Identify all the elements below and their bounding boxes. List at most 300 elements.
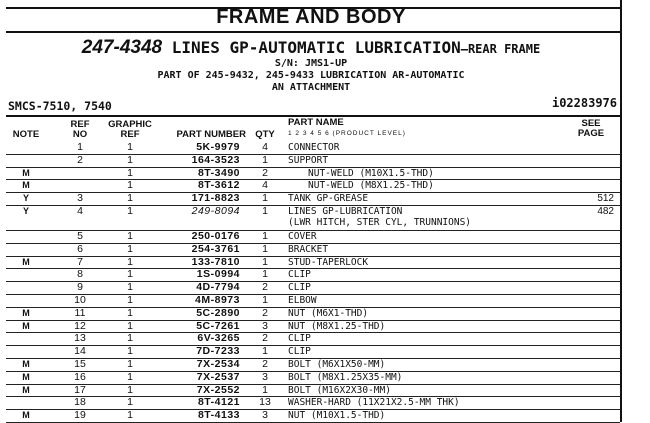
qty-cell	[246, 205, 284, 230]
part-number-cell-text: 5C-2890	[196, 306, 240, 319]
part-number-cell-text: 8T-4133	[197, 409, 240, 422]
title-rule	[6, 31, 620, 33]
graphic-ref-cell-text: 1	[127, 409, 133, 422]
ref-no-cell	[46, 346, 102, 359]
part-number-cell-text: 171-8823	[191, 192, 240, 205]
ref-no-cell	[46, 142, 102, 154]
note-cell	[6, 410, 46, 423]
part-name-cell-text: BRACKET	[288, 243, 329, 255]
graphic-ref-cell-text: 1	[127, 141, 133, 153]
graphic-ref-cell	[102, 371, 158, 384]
col-see-page-line2: PAGE	[577, 128, 605, 139]
note-cell-text: M	[22, 307, 30, 318]
part-number-cell[interactable]	[158, 333, 246, 346]
note-cell	[6, 282, 46, 295]
graphic-ref-cell	[102, 243, 158, 256]
col-qty: QTY	[255, 129, 275, 140]
see-page-cell[interactable]	[564, 167, 620, 180]
graphic-ref-cell-text: 1	[127, 229, 133, 242]
ref-no-cell	[46, 333, 102, 346]
qty-cell-text: 1	[262, 255, 268, 268]
table-row	[6, 397, 620, 410]
ref-no-cell	[46, 397, 102, 410]
qty-cell-text: 2	[262, 281, 268, 294]
graphic-ref-cell-text: 1	[127, 242, 133, 255]
part-name-cell-text: COVER	[288, 230, 317, 242]
qty-cell-text: 2	[262, 357, 268, 370]
table-row	[6, 142, 620, 154]
col-see-page	[568, 119, 614, 139]
part-number-cell-text: 133-7810	[191, 255, 240, 268]
part-name-cell-text: TANK GP-GREASE	[288, 193, 369, 205]
note-cell-text: M	[22, 371, 30, 382]
graphic-ref-cell-text: 1	[127, 306, 133, 319]
table-row	[6, 358, 620, 371]
see-page-cell[interactable]	[564, 142, 620, 154]
part-name-cell-text: NUT-WELD (M8X1.25-THD)	[308, 180, 434, 192]
qty-cell-text: 1	[262, 268, 268, 281]
note-cell-text: M	[22, 410, 30, 421]
qty-cell-text: 2	[262, 332, 268, 345]
note-cell	[6, 384, 46, 397]
col-part-number: PART NUMBER	[176, 129, 246, 140]
graphic-ref-cell-text: 1	[127, 179, 133, 192]
col-ref-no-line2: NO	[72, 129, 88, 140]
see-page-cell[interactable]	[564, 154, 620, 167]
qty-cell-text: 2	[262, 306, 268, 319]
see-page-cell-text: 482	[597, 205, 614, 217]
part-name-cell-text: NUT-WELD (M10X1.5-THD)	[308, 167, 434, 179]
ref-no-cell	[46, 154, 102, 167]
graphic-ref-cell-text: 1	[127, 166, 133, 179]
part-name-cell-text: BOLT (M16X2X30-MM)	[288, 384, 391, 396]
note-cell-text: M	[22, 256, 30, 267]
part-name-cell	[284, 154, 564, 167]
part-number-cell[interactable]	[158, 346, 246, 359]
ref-no-cell	[46, 256, 102, 269]
part-name-cell	[284, 256, 564, 269]
graphic-ref-cell	[102, 346, 158, 359]
ref-no-cell	[46, 384, 102, 397]
part-name-cell	[284, 384, 564, 397]
attachment-line: AN ATTACHMENT	[271, 82, 351, 93]
graphic-ref-cell	[102, 269, 158, 282]
part-number-cell-text: 7X-2552	[196, 383, 240, 396]
graphic-ref-cell-text: 1	[127, 332, 133, 345]
see-page-cell[interactable]	[564, 346, 620, 359]
qty-cell	[246, 333, 284, 346]
see-page-cell[interactable]	[564, 397, 620, 410]
see-page-cell[interactable]	[564, 307, 620, 320]
see-page-cell[interactable]	[564, 205, 620, 230]
part-name-cell	[284, 371, 564, 384]
graphic-ref-cell	[102, 294, 158, 307]
table-row	[6, 307, 620, 320]
part-name-cell	[284, 410, 564, 423]
table-row	[6, 371, 620, 384]
see-page-cell[interactable]	[564, 193, 620, 206]
part-number-cell[interactable]	[158, 320, 246, 333]
table-row	[6, 154, 620, 167]
qty-cell	[246, 346, 284, 359]
qty-cell	[246, 282, 284, 295]
see-page-cell[interactable]	[564, 358, 620, 371]
part-name-cell	[284, 230, 564, 243]
part-number-cell[interactable]	[158, 384, 246, 397]
see-page-cell[interactable]	[564, 282, 620, 295]
col-part-name	[288, 118, 568, 139]
graphic-ref-cell	[102, 256, 158, 269]
qty-cell	[246, 294, 284, 307]
part-name-cell	[284, 333, 564, 346]
illustration-id: i02283976	[551, 96, 617, 110]
part-name-cell-text: SUPPORT	[288, 154, 329, 166]
part-number-cell-text: 254-3761	[191, 242, 240, 255]
part-number-cell[interactable]	[158, 294, 246, 307]
note-cell	[6, 358, 46, 371]
col-part-name-label: PART NAME	[288, 117, 344, 128]
ref-no-cell-text: 12	[74, 319, 86, 332]
qty-cell-text: 1	[262, 229, 268, 242]
qty-cell	[246, 384, 284, 397]
part-number-cell-text: 7X-2534	[196, 357, 240, 370]
graphic-ref-cell	[102, 154, 158, 167]
ref-no-cell	[46, 205, 102, 230]
qty-cell-text: 3	[262, 370, 268, 383]
parts-table	[6, 142, 620, 423]
ref-no-cell	[46, 243, 102, 256]
graphic-ref-cell-text: 1	[127, 319, 133, 332]
qty-cell-text: 4	[262, 179, 268, 192]
part-number-cell[interactable]	[158, 282, 246, 295]
table-row	[6, 410, 620, 423]
graphic-ref-cell-text: 1	[127, 192, 133, 205]
ref-no-cell-text: 8	[77, 268, 83, 281]
part-name-cell	[284, 269, 564, 282]
part-name-cell	[284, 180, 564, 193]
ref-no-cell-text: 16	[74, 370, 86, 383]
ref-no-cell-text: 15	[74, 357, 86, 370]
graphic-ref-cell-text: 1	[127, 345, 133, 358]
table-row	[6, 205, 620, 230]
qty-cell	[246, 371, 284, 384]
qty-cell-text: 13	[259, 396, 271, 409]
table-row	[6, 230, 620, 243]
note-cell	[6, 193, 46, 206]
ref-no-cell	[46, 282, 102, 295]
ref-no-cell	[46, 230, 102, 243]
note-cell	[6, 333, 46, 346]
part-number-cell[interactable]	[158, 142, 246, 154]
see-page-cell[interactable]	[564, 333, 620, 346]
part-name-detail: (LWR HITCH, STER CYL, TRUNNIONS)	[288, 216, 472, 228]
qty-cell-text: 3	[262, 319, 268, 332]
graphic-ref-cell-text: 1	[127, 370, 133, 383]
graphic-ref-cell	[102, 282, 158, 295]
part-name-cell-text: CLIP	[288, 333, 311, 345]
note-cell	[6, 230, 46, 243]
part-name-cell	[284, 358, 564, 371]
note-cell-text: M	[22, 384, 30, 395]
ref-no-cell	[46, 180, 102, 193]
graphic-ref-cell	[102, 230, 158, 243]
graphic-ref-cell	[102, 320, 158, 333]
graphic-ref-cell-text: 1	[127, 153, 133, 166]
see-page-cell[interactable]	[564, 384, 620, 397]
table-header	[6, 118, 620, 142]
assembly-part-number: 247-4348	[81, 37, 163, 58]
section-title: FRAME AND BODY	[216, 6, 406, 28]
graphic-ref-cell	[102, 333, 158, 346]
graphic-ref-cell	[102, 193, 158, 206]
ref-no-cell-text: 10	[74, 293, 86, 306]
ref-no-cell	[46, 269, 102, 282]
ref-no-cell	[46, 167, 102, 180]
see-page-cell[interactable]	[564, 410, 620, 423]
part-number-cell-text: 8T-4121	[197, 396, 240, 409]
qty-cell-text: 3	[262, 409, 268, 422]
note-cell-text: Y	[22, 205, 29, 216]
graphic-ref-cell	[102, 384, 158, 397]
graphic-ref-cell	[102, 397, 158, 410]
part-name-cell-text: CLIP	[288, 282, 311, 294]
graphic-ref-cell	[102, 410, 158, 423]
note-cell	[6, 205, 46, 230]
qty-cell	[246, 320, 284, 333]
col-note: NOTE	[12, 129, 40, 140]
note-cell	[6, 142, 46, 154]
part-number-cell[interactable]	[158, 205, 246, 230]
part-name-cell-text: NUT (M6X1-THD)	[288, 307, 369, 319]
note-cell	[6, 294, 46, 307]
part-name-cell-text: CLIP	[288, 346, 311, 358]
table-row	[6, 193, 620, 206]
part-name-cell-text: NUT (M10X1.5-THD)	[288, 410, 386, 422]
see-page-cell[interactable]	[564, 256, 620, 269]
ref-no-cell	[46, 193, 102, 206]
ref-no-cell-text: 6	[77, 242, 83, 255]
qty-cell	[246, 397, 284, 410]
qty-cell	[246, 358, 284, 371]
see-page-cell-text: 512	[597, 193, 614, 205]
note-cell	[6, 256, 46, 269]
ref-no-cell-text: 18	[74, 396, 86, 409]
part-name-cell	[284, 346, 564, 359]
note-cell	[6, 307, 46, 320]
part-name-cell	[284, 142, 564, 154]
part-number-cell[interactable]	[158, 256, 246, 269]
part-number-cell-text: 164-3523	[191, 153, 240, 166]
note-cell-text: M	[22, 180, 30, 191]
table-row	[6, 180, 620, 193]
qty-cell	[246, 142, 284, 154]
part-name-cell-text: CONNECTOR	[288, 142, 340, 153]
part-name-cell	[284, 205, 564, 230]
note-cell-text: M	[22, 167, 30, 178]
see-page-cell[interactable]	[564, 371, 620, 384]
table-row	[6, 256, 620, 269]
ref-no-cell-text: 9	[77, 281, 83, 294]
part-number-cell-text: 8T-3612	[197, 179, 240, 192]
part-number-cell[interactable]	[158, 397, 246, 410]
smcs-code: SMCS-7510, 7540	[8, 99, 112, 113]
ref-no-cell	[46, 294, 102, 307]
part-number-cell-text: 6V-3265	[197, 332, 240, 345]
part-name-cell-text: LINES GP-LUBRICATION	[288, 205, 403, 217]
part-number-cell[interactable]	[158, 307, 246, 320]
part-number-cell[interactable]	[158, 193, 246, 206]
qty-cell-text: 1	[262, 153, 268, 166]
qty-cell	[246, 230, 284, 243]
col-ref-no-line1: REF	[70, 119, 90, 130]
graphic-ref-cell	[102, 358, 158, 371]
ref-no-cell-text: 3	[77, 192, 83, 205]
qty-cell	[246, 243, 284, 256]
part-name-cell	[284, 320, 564, 333]
part-number-cell[interactable]	[158, 167, 246, 180]
qty-cell	[246, 180, 284, 193]
part-name-cell-text: BOLT (M8X1.25X35-MM)	[288, 371, 403, 383]
part-name-cell	[284, 243, 564, 256]
col-see-page-line1: SEE	[581, 118, 601, 129]
see-page-cell[interactable]	[564, 269, 620, 282]
ref-no-cell-text: 11	[74, 306, 86, 319]
graphic-ref-cell-text: 1	[127, 281, 133, 294]
qty-cell	[246, 193, 284, 206]
part-number-cell-text: 250-0176	[191, 229, 240, 242]
table-row	[6, 243, 620, 256]
table-row	[6, 294, 620, 307]
graphic-ref-cell-text: 1	[127, 293, 133, 306]
col-product-level: 1 2 3 4 5 6 (PRODUCT LEVEL)	[288, 130, 406, 137]
graphic-ref-cell	[102, 167, 158, 180]
note-cell-text: M	[22, 358, 30, 369]
graphic-ref-cell-text: 1	[127, 268, 133, 281]
col-graphic-ref	[102, 120, 158, 140]
note-cell	[6, 371, 46, 384]
part-number-cell-text: 4D-7794	[196, 281, 240, 294]
part-name-cell	[284, 167, 564, 180]
part-of-line: PART OF 245-9432, 245-9433 LUBRICATION AR-AUTOMATIC	[157, 70, 465, 81]
graphic-ref-cell	[102, 307, 158, 320]
part-number-cell[interactable]	[158, 358, 246, 371]
ref-no-cell-text: 14	[74, 345, 86, 358]
table-row	[6, 269, 620, 282]
see-page-cell[interactable]	[564, 320, 620, 333]
qty-cell	[246, 410, 284, 423]
note-cell	[6, 180, 46, 193]
qty-cell-text: 2	[262, 166, 268, 179]
note-cell	[6, 346, 46, 359]
note-cell-text: M	[22, 320, 30, 331]
note-cell	[6, 167, 46, 180]
qty-cell-text: 1	[262, 383, 268, 396]
see-page-cell[interactable]	[564, 243, 620, 256]
ref-no-cell	[46, 307, 102, 320]
qty-cell	[246, 167, 284, 180]
ref-no-cell-text: 1	[77, 141, 83, 153]
note-cell	[6, 397, 46, 410]
part-number-cell[interactable]	[158, 371, 246, 384]
part-name-cell-text: CLIP	[288, 269, 311, 281]
ref-no-cell-text: 17	[74, 383, 86, 396]
part-number-cell-text: 5K-9979	[196, 141, 240, 153]
ref-no-cell	[46, 371, 102, 384]
ref-no-cell-text: 19	[74, 409, 86, 422]
ref-no-cell-text: 5	[77, 229, 83, 242]
qty-cell-text: 1	[262, 242, 268, 255]
graphic-ref-cell-text: 1	[127, 204, 133, 217]
col-graphic-ref-line2: REF	[120, 129, 140, 140]
graphic-ref-cell-text: 1	[127, 357, 133, 370]
part-number-cell-text: 249-8094	[191, 204, 240, 217]
ref-no-cell	[46, 410, 102, 423]
table-row	[6, 333, 620, 346]
see-page-cell[interactable]	[564, 180, 620, 193]
graphic-ref-cell	[102, 205, 158, 230]
graphic-ref-cell-text: 1	[127, 255, 133, 268]
part-number-cell-text: 7X-2537	[196, 370, 240, 383]
qty-cell	[246, 269, 284, 282]
part-name-cell	[284, 282, 564, 295]
part-name-cell	[284, 307, 564, 320]
part-name-cell-text: NUT (M8X1.25-THD)	[288, 320, 386, 332]
graphic-ref-cell	[102, 180, 158, 193]
qty-cell	[246, 256, 284, 269]
part-name-cell	[284, 397, 564, 410]
table-row	[6, 320, 620, 333]
part-name-cell	[284, 193, 564, 206]
col-graphic-ref-line1: GRAPHIC	[108, 119, 152, 130]
serial-number: S/N: JMS1-UP	[274, 58, 348, 69]
part-number-cell-text: 8T-3490	[197, 166, 240, 179]
table-row	[6, 384, 620, 397]
qty-cell-text: 1	[262, 345, 268, 358]
part-number-cell[interactable]	[158, 154, 246, 167]
part-name-cell-text: STUD-TAPERLOCK	[288, 256, 369, 268]
table-row	[6, 346, 620, 359]
part-number-cell-text: 5C-7261	[196, 319, 240, 332]
assembly-part-suffix: –REAR FRAME	[460, 42, 541, 56]
part-number-cell[interactable]	[158, 230, 246, 243]
ref-no-cell-text: 13	[74, 332, 86, 345]
note-cell	[6, 243, 46, 256]
part-number-cell[interactable]	[158, 269, 246, 282]
note-cell	[6, 154, 46, 167]
part-number-cell[interactable]	[158, 180, 246, 193]
graphic-ref-cell-text: 1	[127, 383, 133, 396]
table-row	[6, 167, 620, 180]
part-name-cell-text: WASHER-HARD (11X21X2.5-MM THK)	[288, 397, 460, 409]
qty-cell-text: 1	[262, 204, 268, 217]
part-number-cell[interactable]	[158, 243, 246, 256]
graphic-ref-cell	[102, 142, 158, 154]
part-number-cell-text: 7D-7233	[196, 345, 240, 358]
table-row	[6, 282, 620, 295]
ref-no-cell-text: 2	[77, 153, 83, 166]
note-cell	[6, 269, 46, 282]
part-number-cell[interactable]	[158, 410, 246, 423]
qty-cell-text: 1	[262, 293, 268, 306]
part-name-cell	[284, 294, 564, 307]
part-number-cell-text: 4M-8973	[195, 293, 240, 306]
ref-no-cell-text: 7	[77, 255, 83, 268]
qty-cell-text: 4	[262, 141, 268, 153]
see-page-cell[interactable]	[564, 294, 620, 307]
see-page-cell[interactable]	[564, 230, 620, 243]
col-ref-no	[58, 120, 102, 140]
part-name-cell-text: ELBOW	[288, 294, 317, 306]
